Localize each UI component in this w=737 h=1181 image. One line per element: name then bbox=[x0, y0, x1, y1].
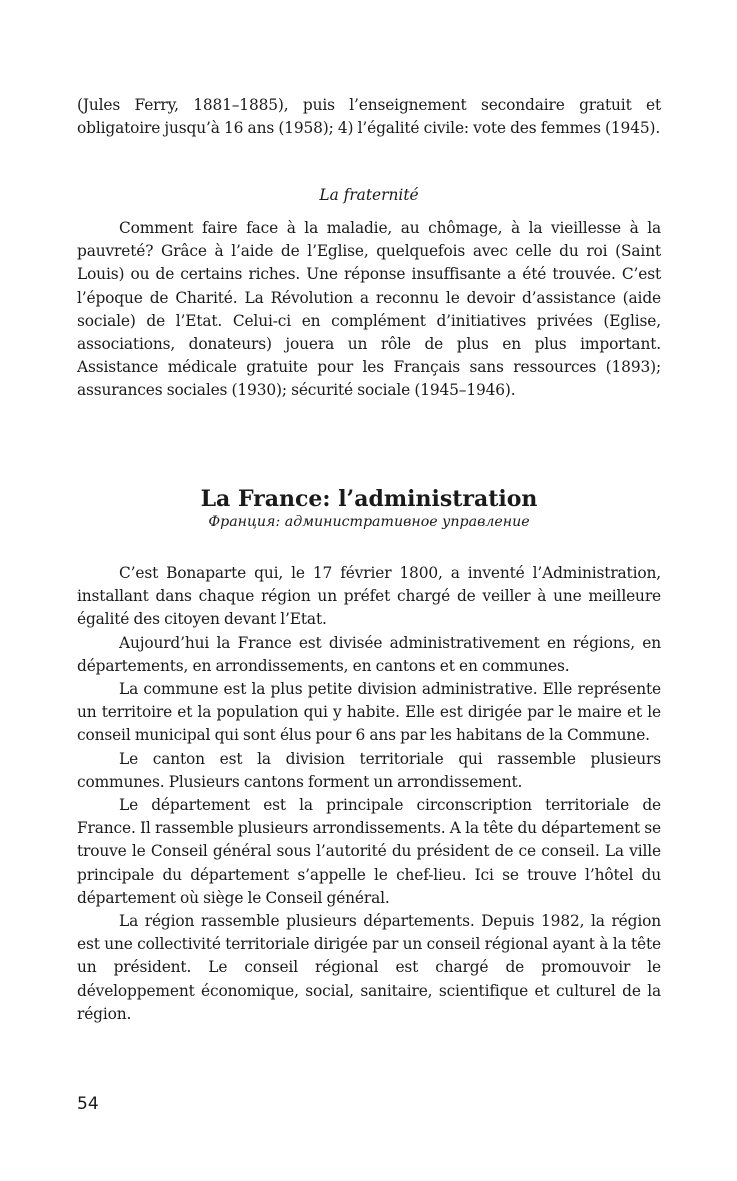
paragraph-commune: La commune est la plus petite division administrative. Elle représente un territoire et la population qui y habite. Elle est dirigée par le maire et le conseil municipal qui sont élus pour 6 ans par les habitans de la Commune. bbox=[77, 680, 661, 745]
section-subtitle: Франция: административное управление bbox=[208, 514, 530, 530]
top-text-block bbox=[77, 94, 661, 140]
paragraph-divisions: Aujourd’hui la France est divisée administrativement en régions, en départements, en arrondissements, en cantons et en communes. bbox=[77, 633, 661, 675]
section-title: La France: l’administration bbox=[200, 486, 538, 512]
continued-paragraph: (Jules Ferry, 1881–1885), puis l’enseignement secondaire gratuit et obligatoire jusqu’à 16 ans (1958); 4) l’égalité civile: vote des femmes (1945). bbox=[77, 96, 661, 138]
administration-text-block bbox=[77, 562, 661, 1026]
paragraph-bonaparte: C’est Bonaparte qui, le 17 février 1800, a inventé l’Administration, installant dans chaque région un préfet chargé de veiller à une meilleure égalité des citoyen devant l’Etat. bbox=[77, 564, 661, 629]
paragraph-departement: Le département est la principale circonscription territoriale de France. Il rassemble plusieurs arrondissements. A la tête du département se trouve le Conseil général sous l’autorité du président de ce conseil. La ville principale du département s’appelle le chef-lieu. Ici se trouve l’hôtel du département où siège le Conseil général. bbox=[77, 796, 661, 907]
fraternite-paragraph: Comment faire face à la maladie, au chômage, à la vieillesse à la pauvreté? Grâce à l’aide de l’Eglise, quelquefois avec celle du roi (Saint Louis) ou de certains riches. Une réponse insuffisante a été trouvée. C’est l’époque de Charité. La Révolution a reconnu le devoir d’assistance (aide sociale) de l’Etat. Celui-ci en complément d’initiatives privées (Eglise, associations, donateurs) jouera un rôle de plus en plus important. Assistance médicale gratuite pour les Français sans ressources (1893); assurances sociales (1930); sécurité sociale (1945–1946). bbox=[77, 219, 661, 400]
paragraph-region: La région rassemble plusieurs départements. Depuis 1982, la région est une collectivité territoriale dirigée par un conseil régional ayant à la tête un président. Le conseil régional est chargé de promouvoir le développement économique, social, sanitaire, scientifique et culturel de la région. bbox=[77, 912, 661, 1023]
paragraph-canton: Le canton est la division territoriale qui rassemble plusieurs communes. Plusieurs cantons forment un arrondissement. bbox=[77, 749, 661, 791]
page-number: 54 bbox=[77, 1094, 99, 1114]
fraternite-text-block bbox=[77, 217, 661, 403]
subsection-heading-fraternite: La fraternité bbox=[319, 186, 419, 204]
